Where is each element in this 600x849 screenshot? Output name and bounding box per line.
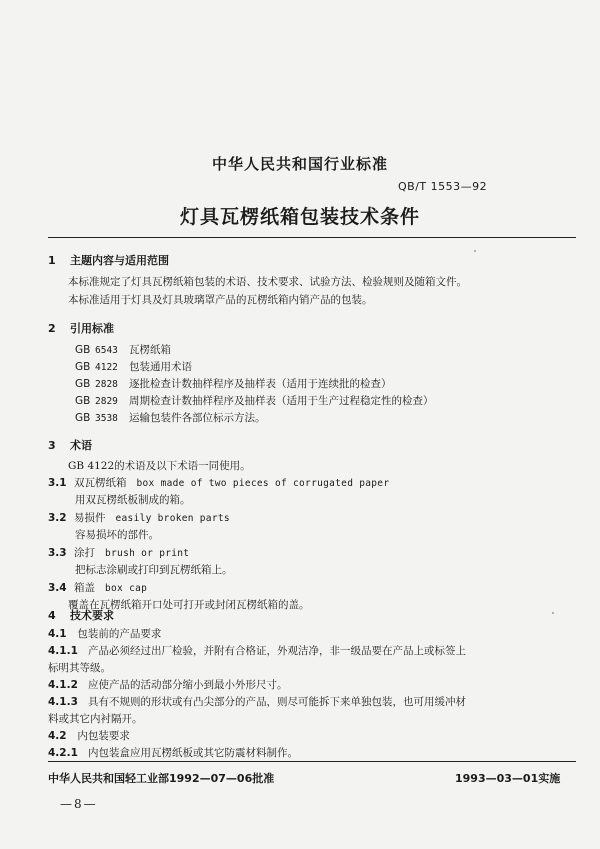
s1-paragraph-2: 本标准适用于灯具及灯具玻璃罩产品的瓦楞纸箱内销产品的包装。 xyxy=(68,294,373,306)
bottom-rule xyxy=(48,761,576,762)
clause-4-1-1-continuation: 标明其等级。 xyxy=(48,662,111,674)
scan-speck xyxy=(552,612,554,614)
section-number: 4 xyxy=(48,609,56,622)
document-title: 灯具瓦楞纸箱包装技术条件 xyxy=(179,206,420,228)
section-number: 3 xyxy=(48,439,56,452)
s1-paragraph-1: 本标准规定了灯具瓦楞纸箱包装的术语、技术要求、试验方法、检验规则及随箱文件。 xyxy=(68,276,467,288)
scan-speck xyxy=(474,250,476,252)
s3-intro: GB 4122的术语及以下术语一同使用。 xyxy=(68,460,251,472)
page-number: —8— xyxy=(60,797,98,811)
clause-4-1-3: 4.1.3 具有不规则的形状或有凸尖部分的产品，则尽可能拆下来单独包装，也可用缓冲材 xyxy=(48,696,466,708)
clause-4-1: 4.1 包装前的产品要求 xyxy=(48,628,162,640)
reference-item: GB 6543 瓦楞纸箱 xyxy=(75,344,171,356)
term-3-4-definition: 覆盖在瓦楞纸箱开口处可打开或封闭瓦楞纸箱的盖。 xyxy=(68,599,310,611)
section-number: 2 xyxy=(48,322,56,335)
clause-4-1-3-continuation: 料或其它内衬隔开。 xyxy=(48,713,143,725)
effective-date: 1993—03—01实施 xyxy=(455,772,561,785)
section-1-heading xyxy=(48,252,169,268)
term-3-2: 3.2 易损件 easily broken parts xyxy=(48,512,230,524)
section-title: 引用标准 xyxy=(70,322,114,335)
section-title: 主题内容与适用范围 xyxy=(70,254,169,267)
term-3-2-definition: 容易损坏的部件。 xyxy=(75,529,159,541)
reference-item: GB 2829 周期检查计数抽样程序及抽样表（适用于生产过程稳定性的检查） xyxy=(75,395,434,407)
section-2-heading xyxy=(48,320,114,336)
term-3-1-definition: 用双瓦楞纸板制成的箱。 xyxy=(75,494,191,506)
term-3-1: 3.1 双瓦楞纸箱 box made of two pieces of corrugated paper xyxy=(48,477,390,489)
clause-4-1-2: 4.1.2 应使产品的活动部分缩小到最小外形尺寸。 xyxy=(48,679,288,691)
reference-item: GB 2828 逐批检查计数抽样程序及抽样表（适用于连续批的检查） xyxy=(75,378,392,390)
top-rule xyxy=(48,237,576,238)
reference-item: GB 3538 运输包装件各部位标示方法。 xyxy=(75,412,266,424)
section-3-heading xyxy=(48,437,92,453)
section-title: 术语 xyxy=(70,439,92,452)
clause-4-2-1: 4.2.1 内包装盒应用瓦楞纸板或其它防震材料制作。 xyxy=(48,747,298,759)
term-3-3: 3.3 涂打 brush or print xyxy=(48,547,190,559)
approval-statement: 中华人民共和国轻工业部1992—07—06批准 xyxy=(48,772,275,785)
section-number: 1 xyxy=(48,254,56,267)
reference-item: GB 4122 包装通用术语 xyxy=(75,361,192,373)
standard-code: QB/T 1553—92 xyxy=(398,180,488,193)
section-title: 技术要求 xyxy=(70,609,114,622)
clause-4-2: 4.2 内包装要求 xyxy=(48,730,130,742)
section-4-heading xyxy=(48,607,114,623)
term-3-3-definition: 把标志涂刷或打印到瓦楞纸箱上。 xyxy=(75,564,233,576)
term-3-4: 3.4 箱盖 box cap xyxy=(48,582,148,594)
standard-type-heading: 中华人民共和国行业标准 xyxy=(211,155,388,173)
clause-4-1-1: 4.1.1 产品必须经过出厂检验，并附有合格证，外观洁净，非一级品要在产品上或标签上 xyxy=(48,645,466,657)
